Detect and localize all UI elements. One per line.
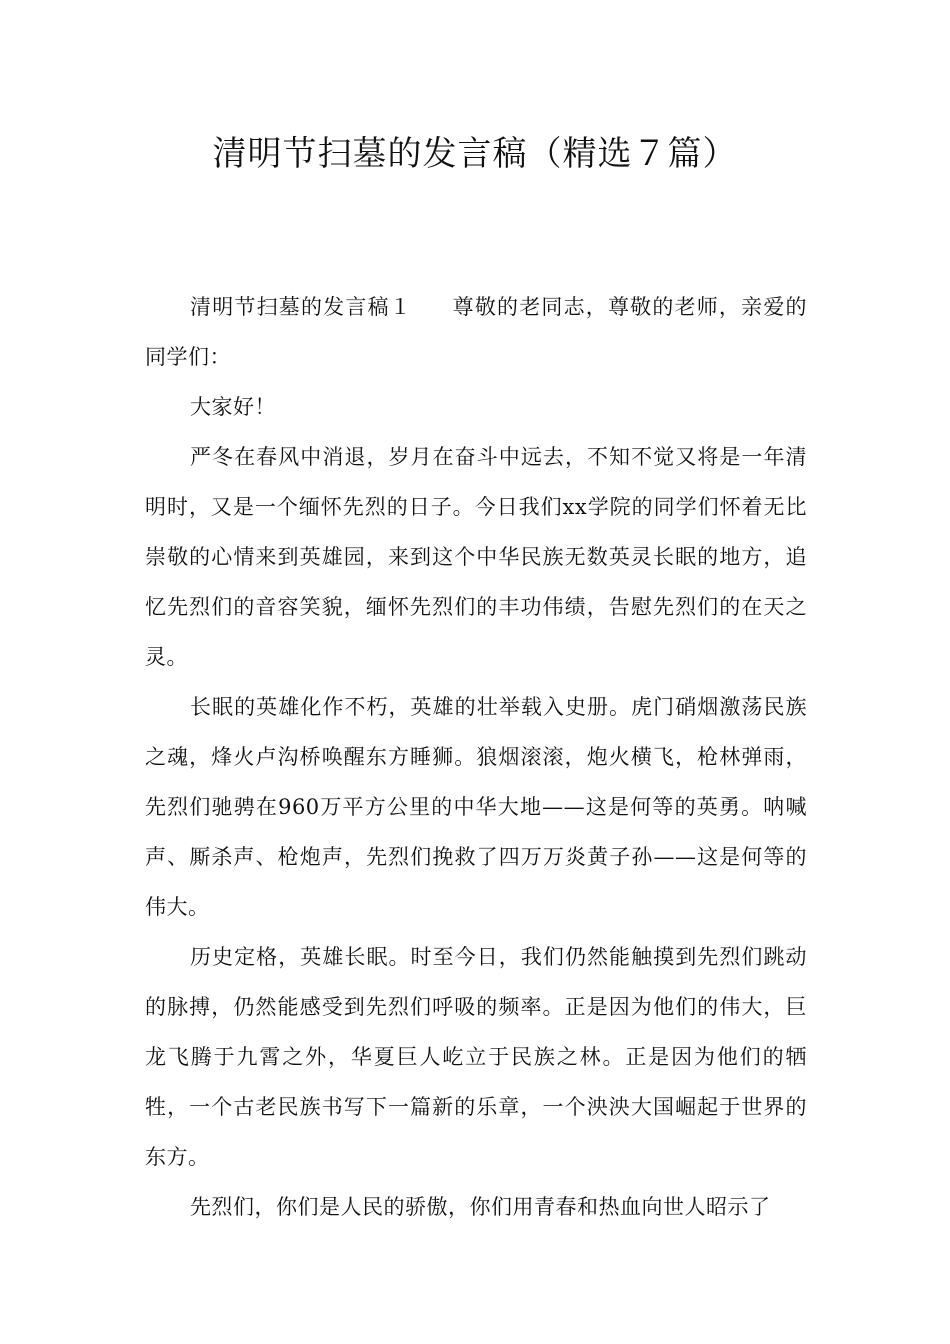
paragraph-body-1: 严冬在春风中消退，岁月在奋斗中远去，不知不觉又将是一年清明时，又是一个缅怀先烈的日子。今日我们xx学院的同学们怀着无比崇敬的心情来到英雄园，来到这个中华民族无数英灵长眠的地方，追忆先烈们的音容笑貌，缅怀先烈们的丰功伟绩，告慰先烈们的在天之灵。 xyxy=(145,445,807,669)
paragraph-greeting: 大家好！ xyxy=(190,395,276,419)
paragraph-body-2: 长眠的英雄化作不朽，英雄的壮举载入史册。虎门硝烟激荡民族之魂，烽火卢沟桥唤醒东方睡狮。狼烟滚滚，炮火横飞，枪林弹雨，先烈们驰骋在960万平方公里的中华大地——这是何等的英勇。呐喊声、厮杀声、枪炮声，先烈们挽救了四万万炎黄子孙——这是何等的伟大。 xyxy=(145,695,807,919)
paragraph-opening xyxy=(145,282,807,382)
salutation: 尊敬的老同志，尊敬的老师，亲爱的同学们： xyxy=(145,295,808,369)
document-title: 清明节扫墓的发言稿（精选７篇） xyxy=(212,134,738,174)
paragraph-body-4: 先烈们，你们是人民的骄傲，你们用青春和热血向世人昭示了 xyxy=(190,1195,771,1219)
document-body xyxy=(145,282,807,1232)
paragraph-body-3: 历史定格，英雄长眠。时至今日，我们仍然能触摸到先烈们跳动的脉搏，仍然能感受到先烈们呼吸的频率。正是因为他们的伟大，巨龙飞腾于九霄之外，华夏巨人屹立于民族之林。正是因为他们的牺牲，一个古老民族书写下一篇新的乐章，一个泱泱大国崛起于世界的东方。 xyxy=(145,945,807,1169)
section-heading: 清明节扫墓的发言稿１ xyxy=(190,295,412,319)
